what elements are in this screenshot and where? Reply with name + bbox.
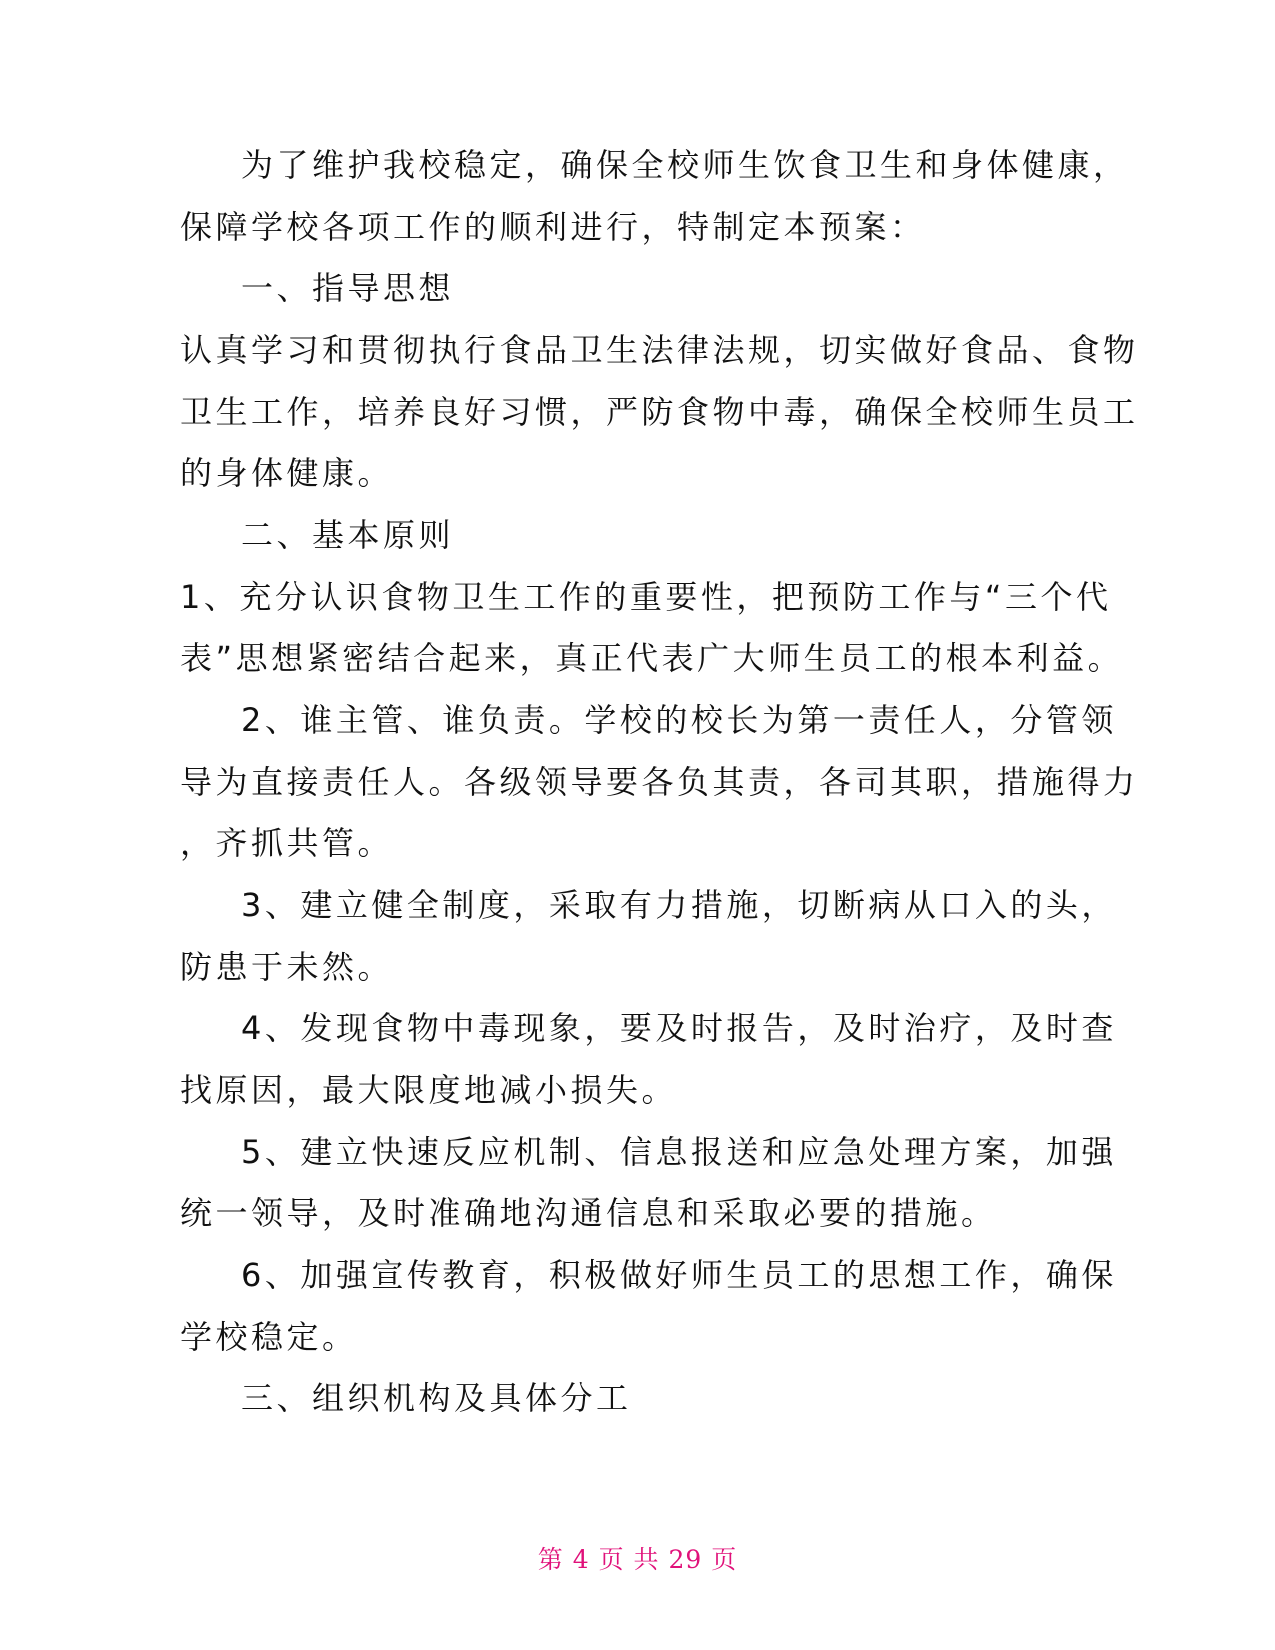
paragraph-line: 保障学校各项工作的顺利进行，特制定本预案：: [180, 208, 926, 246]
paragraph-line: 5、建立快速反应机制、信息报送和应急处理方案，加强: [241, 1133, 1117, 1171]
paragraph-line: 导为直接责任人。各级领导要各负其责，各司其职，措施得力: [180, 763, 1139, 801]
paragraph-line: 表”思想紧密结合起来，真正代表广大师生员工的根本利益。: [180, 639, 1124, 677]
paragraph-line: ，齐抓共管。: [180, 824, 394, 862]
paragraph-line: 卫生工作，培养良好习惯，严防食物中毒，确保全校师生员工: [180, 393, 1139, 431]
paragraph-line: 3、建立健全制度，采取有力措施，切断病从口入的头，: [241, 886, 1117, 924]
paragraph-line: 为了维护我校稳定，确保全校师生饮食卫生和身体健康，: [241, 146, 1129, 184]
paragraph-line: 6、加强宣传教育，积极做好师生员工的思想工作，确保: [241, 1256, 1117, 1294]
section-heading: 一、指导思想: [241, 269, 455, 307]
paragraph-line: 学校稳定。: [180, 1318, 358, 1356]
paragraph-line: 2、谁主管、谁负责。学校的校长为第一责任人，分管领: [241, 701, 1117, 739]
paragraph-line: 防患于未然。: [180, 948, 394, 986]
section-heading: 三、组织机构及具体分工: [241, 1379, 632, 1417]
paragraph-line: 认真学习和贯彻执行食品卫生法律法规，切实做好食品、食物: [180, 331, 1139, 369]
paragraph-line: 的身体健康。: [180, 454, 394, 492]
paragraph-line: 找原因，最大限度地减小损失。: [180, 1071, 678, 1109]
paragraph-line: 统一领导，及时准确地沟通信息和采取必要的措施。: [180, 1194, 997, 1232]
page-number-footer: 第 4 页 共 29 页: [537, 1545, 738, 1574]
section-heading: 二、基本原则: [241, 516, 455, 554]
paragraph-line: 4、发现食物中毒现象，要及时报告，及时治疗，及时查: [241, 1009, 1117, 1047]
paragraph-line: 1、充分认识食物卫生工作的重要性，把预防工作与“三个代: [180, 578, 1112, 616]
